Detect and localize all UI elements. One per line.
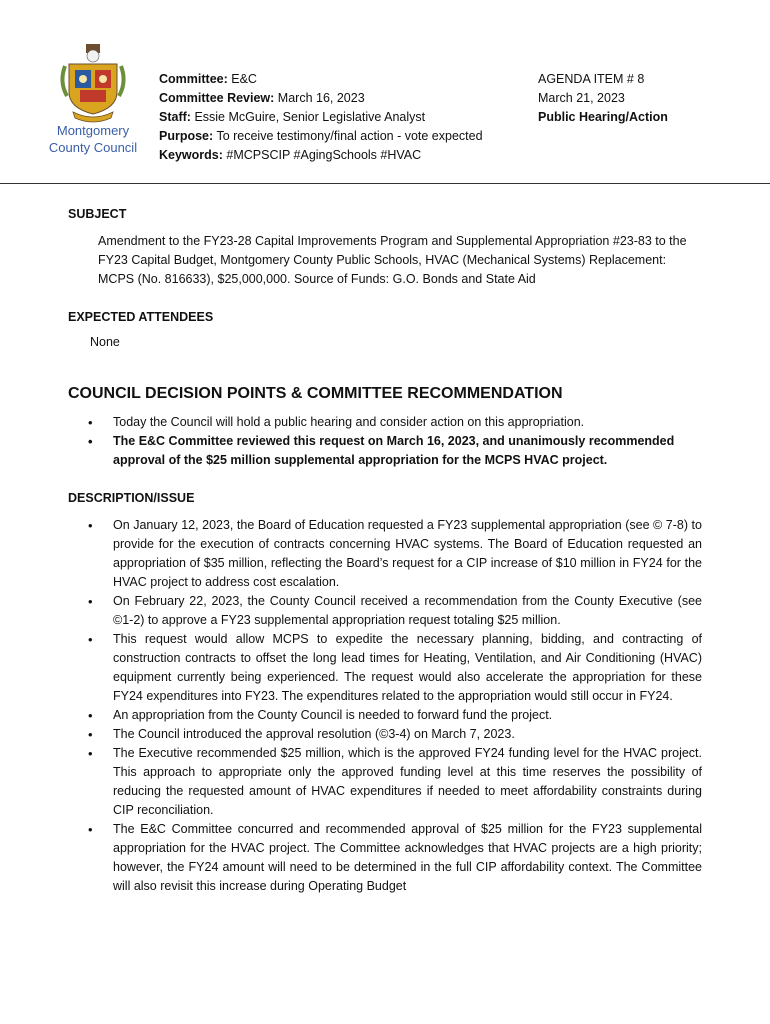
committee-label: Committee: xyxy=(159,72,228,86)
description-list xyxy=(84,516,702,896)
staff-value: Essie McGuire, Senior Legislative Analyst xyxy=(194,110,426,124)
county-seal-logo xyxy=(55,42,131,124)
header-divider xyxy=(0,183,770,184)
keywords-value: #MCPSCIP #AgingSchools #HVAC xyxy=(226,148,422,162)
agenda-block xyxy=(538,70,668,127)
council-name-line1: Montgomery xyxy=(56,123,130,138)
agenda-type: Public Hearing/Action xyxy=(538,110,668,124)
list-item: • The E&C Committee reviewed this request on March 16, 2023, and unanimously recommended approval of the $25 million supplemental appropriation for the MCPS HVAC project. xyxy=(84,432,702,470)
council-name xyxy=(40,122,146,156)
list-item: • This request would allow MCPS to expedite the necessary planning, bidding, and contracting of construction contracts to offset the long lead times for Heating, Ventilation, and Air Conditioning (HVAC) equipment currently being experienced. The request would also accelerate the appropriation for these FY24 expenditures into FY23. The expenditures related to the appropriation would still occur in FY24. xyxy=(84,630,702,706)
description-heading: DESCRIPTION/ISSUE xyxy=(68,491,195,505)
seal-crest xyxy=(62,44,123,122)
keywords-label: Keywords: xyxy=(159,148,223,162)
review-label: Committee Review: xyxy=(159,91,275,105)
attendees-heading: EXPECTED ATTENDEES xyxy=(68,310,214,324)
attendees-value: None xyxy=(90,335,120,349)
committee-line xyxy=(159,70,483,89)
subject-heading: SUBJECT xyxy=(68,207,127,221)
list-item: • The Executive recommended $25 million, which is the approved FY24 funding level for the HVAC project. This approach to appropriate only the approved funding level at this time reserves the possibility of reducing the requested amount of HVAC expenditures if needed to meet affordability constraints during CIP reconciliation. xyxy=(84,744,702,820)
decision-heading: COUNCIL DECISION POINTS & COMMITTEE RECOMMENDATION xyxy=(68,385,563,402)
list-item: • Today the Council will hold a public hearing and consider action on this appropriation. xyxy=(84,413,702,432)
subject-text: Amendment to the FY23-28 Capital Improvements Program and Supplemental Appropriation #23-83 to the FY23 Capital Budget, Montgomery County Public Schools, HVAC (Mechanical Systems) Replacement: MCPS (No. 816633), $25,000,000. Source of Funds: G.O. Bonds and State Aid xyxy=(98,234,687,286)
list-item: • The Council introduced the approval resolution (©3-4) on March 7, 2023. xyxy=(84,725,702,744)
list-item: • On January 12, 2023, the Board of Education requested a FY23 supplemental appropriation (see © 7-8) to provide for the execution of contracts concerning HVAC systems. The Board of Education requested an appropriation of $35 million, reflecting the Board’s request for a CIP increase of $10 million in FY24 for the HVAC project to address cost escalation. xyxy=(84,516,702,592)
purpose-value: To receive testimony/final action - vote expected xyxy=(216,129,483,143)
list-item: • The E&C Committee concurred and recommended approval of $25 million for the FY23 supplemental appropriation for the HVAC project. The Committee acknowledges that HVAC projects are a high priority; however, the FY24 amount will need to be determined in the full CIP affordability context. The Committee will also revisit this increase during Operating Budget xyxy=(84,820,702,896)
review-line xyxy=(159,89,483,108)
review-value: March 16, 2023 xyxy=(277,91,365,105)
list-item: • An appropriation from the County Council is needed to forward fund the project. xyxy=(84,706,702,725)
decision-list xyxy=(84,413,702,470)
purpose-line xyxy=(159,127,483,146)
staff-line xyxy=(159,108,483,127)
list-item: • On February 22, 2023, the County Council received a recommendation from the County Executive (see ©1-2) to approve a FY23 supplemental appropriation request totaling $25 million. xyxy=(84,592,702,630)
agenda-item-number: AGENDA ITEM # 8 xyxy=(538,72,645,86)
staff-label: Staff: xyxy=(159,110,191,124)
agenda-date: March 21, 2023 xyxy=(538,91,625,105)
meeting-meta xyxy=(159,70,483,165)
keywords-line xyxy=(159,146,483,165)
committee-value: E&C xyxy=(231,72,257,86)
council-name-line2: County Council xyxy=(48,140,138,155)
purpose-label: Purpose: xyxy=(159,129,214,143)
